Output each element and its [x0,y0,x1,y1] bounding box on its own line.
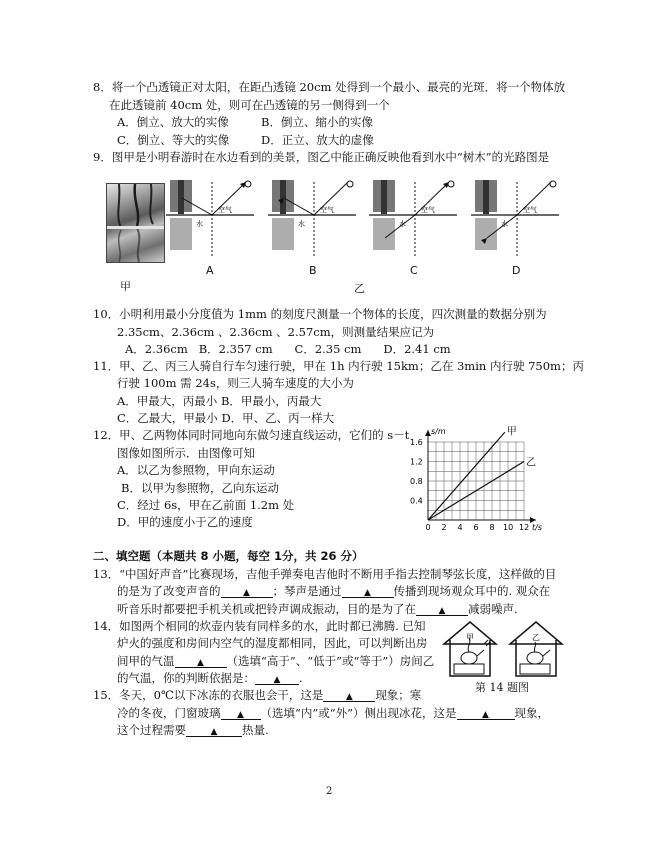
tree-reflection-icon [272,218,294,250]
q15-text-e: 现象， [514,706,550,720]
blank-marker: ▲ [438,606,446,616]
q8-option-d: D．正立、放大的虚像 [261,133,374,147]
q8-option-b: B．倒立、缩小的实像 [261,115,373,129]
x-tick-label: 10 [503,523,514,532]
q13-line3 [117,602,518,616]
q8-option-c: C．倒立、等大的实像 [117,133,230,147]
y-axis-label: s/m [431,427,446,436]
eye-icon [347,181,353,187]
q10-options: A．2.36cm B．2.357 cm C．2.35 cm D．2.41 cm [125,342,451,356]
x-tick-label: 2 [441,523,447,532]
q11-line2: 行驶 100m 需 24s，则三人骑车速度的大小为 [117,376,354,390]
q10-line1: 10．小明利用最小分度值为 1mm 的刻度尺测量一个物体的长度，四次测量的数据分别为 [93,307,547,321]
q12-option-a: A．以乙为参照物，甲向东运动 [117,463,275,477]
q13-text-a: 的是为了改变声音的 [117,584,221,598]
q12-option-d: D．甲的速度小于乙的速度 [117,515,253,529]
q12-option-c: C．经过 6s，甲在乙前面 1.2m 处 [117,498,295,512]
q8-option-a: A．倒立、放大的实像 [117,115,229,129]
water-label: 水 [501,220,508,228]
q13-text-d: 听音乐时都要把手机关机或把铃声调成振动，目的是为了在 [117,602,416,616]
q12-line2: 图像如图所示．由图像可知 [117,446,255,460]
q13-blank-2[interactable] [342,585,394,598]
q15-text-a: 15．冬天，0℃以下冰冻的衣服也会干，这是 [93,688,324,702]
figure-yi-label: 乙 [354,282,365,295]
x-tick-label: 4 [457,523,463,532]
q13-text-e: 减弱噪声. [468,602,518,616]
series-label-1: 甲 [506,426,517,438]
q9-line1: 9．图甲是小明春游时在水边看到的美景，图乙中能正确反映他看到水中“树木”的光路图是 [93,150,550,164]
air-label: 空气 [218,206,232,214]
ray-diagram-a [166,178,254,262]
q14-blank-1[interactable] [175,655,227,668]
q13-line1: 13．“中国好声音”比赛现场，吉他手弹奏电吉他时不断用手指去控制琴弦长度，这样做的目 [93,567,557,581]
ray-diagram-d [471,178,559,262]
q15-text-c: 冷的冬夜，门窗玻璃 [117,706,221,720]
q13-line2 [117,584,550,598]
house-jia-label: 甲 [466,633,474,642]
q14-text-d: . [299,671,303,685]
blank-marker: ▲ [345,692,353,702]
diagram-b-letter: B [309,264,317,277]
tree-trunk [280,180,286,214]
tree-trunk [381,180,387,214]
blank-marker: ▲ [237,710,244,720]
water-label: 水 [399,220,406,228]
q15-blank-2[interactable] [221,707,261,720]
y-tick-label: 0.4 [410,496,423,506]
q14-text-c: 的气温，你的判断依据是： [117,671,255,685]
q14-figure-caption: 第 14 题图 [475,681,529,694]
blank-marker: ▲ [364,588,371,598]
tree-reflection-icon [170,218,192,250]
figure-jia-label: 甲 [120,280,131,293]
q14-text-a: 间甲的气温 [117,654,175,668]
x-axis-label: t/s [532,523,542,532]
tree-trunk [178,180,184,214]
q8-line2: 在此透镜前 40cm 处，则可在凸透镜的另一侧得到一个 [109,98,390,112]
page-number: 2 [326,786,333,797]
blank-marker: ▲ [482,710,489,720]
q15-text-b: 现象；寒 [375,688,422,702]
q15-blank-1[interactable] [323,689,375,702]
eye-icon [448,181,454,187]
house-jia-icon [444,622,496,676]
q10-line2: 2.35cm、2.36cm 、2.36cm 、2.57cm，则测量结果应记为 [117,325,435,339]
q15-text-d: （选填“内”或“外”）侧出现冰花，这是 [260,706,457,720]
houses-figure [440,620,568,678]
q14-line1: 14．如图两个相同的炊壶内装有同样多的水，此时都已沸腾. 已知 [93,619,426,633]
y-tick-label: 1.6 [410,438,423,447]
q8-line1: 8．将一个凸透镜正对太阳，在距凸透镜 20cm 处得到一个最小、最亮的光斑．将一个物体放 [93,80,566,94]
q13-blank-1[interactable] [221,585,273,598]
q15-blank-3[interactable] [457,707,515,720]
diagram-c-letter: C [410,264,418,277]
house-yi-icon [510,622,562,676]
air-label: 空气 [523,206,537,214]
q13-blank-3[interactable] [416,603,468,616]
house-yi-label: 乙 [532,633,540,642]
eye-icon [245,181,251,187]
air-label: 空气 [320,206,334,214]
blank-marker: ▲ [243,588,250,598]
water-label: 水 [298,220,305,228]
q15-line1 [93,688,421,702]
water-label: 水 [196,220,203,228]
air-label: 空气 [421,206,435,214]
y-tick-label: 0.8 [410,477,423,486]
lake-photo-image [106,183,165,263]
diagram-a-letter: A [206,264,214,277]
q15-line2 [117,706,549,720]
blank-marker: ▲ [273,675,281,685]
blank-marker: ▲ [210,727,218,737]
q14-line2: 炉火的强度和房间内空气的湿度都相同，因此，可以判断出房 [117,636,428,650]
section2-heading: 二、填空题（本题共 8 小题，每空 1分，共 26 分） [93,549,364,563]
q14-text-b: （选填“高于”、“低于”或“等于”）房间乙 [226,654,435,668]
series-label-2: 乙 [526,457,536,469]
series-line-1 [428,432,505,520]
ray-diagram-b [268,178,356,262]
q11-options-row2: C．乙最大，甲最小 D．甲、乙、丙一样大 [117,411,335,425]
q15-text-g: 热量. [242,723,269,737]
q14-blank-2[interactable] [255,672,299,685]
q11-line1: 11．甲、乙、丙三人骑自行车匀速行驶，甲在 1h 内行驶 15km；乙在 3min 内行驶 750m；丙 [93,359,584,373]
q15-line3 [117,723,269,737]
q14-line4 [117,671,303,685]
q15-blank-4[interactable] [186,724,242,737]
s-t-chart [398,420,548,532]
q13-text-b: ；琴声是通过 [272,584,342,598]
x-tick-label: 12 [519,523,530,532]
diagram-d-letter: D [512,264,521,277]
x-tick-label: 0 [425,523,431,532]
x-tick-label: 8 [489,523,495,532]
y-tick-label: 1.2 [410,457,423,467]
q13-text-c: 传播到现场观众耳中的. 观众在 [393,584,551,598]
ray-diagram-c [369,178,457,262]
q14-line3 [117,654,434,668]
tree-trunk [483,180,489,214]
q15-text-f: 这个过程需要 [117,723,186,737]
eye-icon [550,181,556,187]
tree-reflection-icon [475,218,497,250]
tree-reflection-icon [373,218,395,250]
q12-line1: 12．甲、乙两物体同时同地向东做匀速直线运动，它们的 s－t [93,428,410,442]
x-tick-label: 6 [473,523,479,532]
blank-marker: ▲ [197,658,204,668]
q12-option-b: B．以甲为参照物，乙向东运动 [121,481,279,495]
q11-options-row1: A．甲最大，丙最小 B．甲最小，丙最大 [117,394,322,408]
